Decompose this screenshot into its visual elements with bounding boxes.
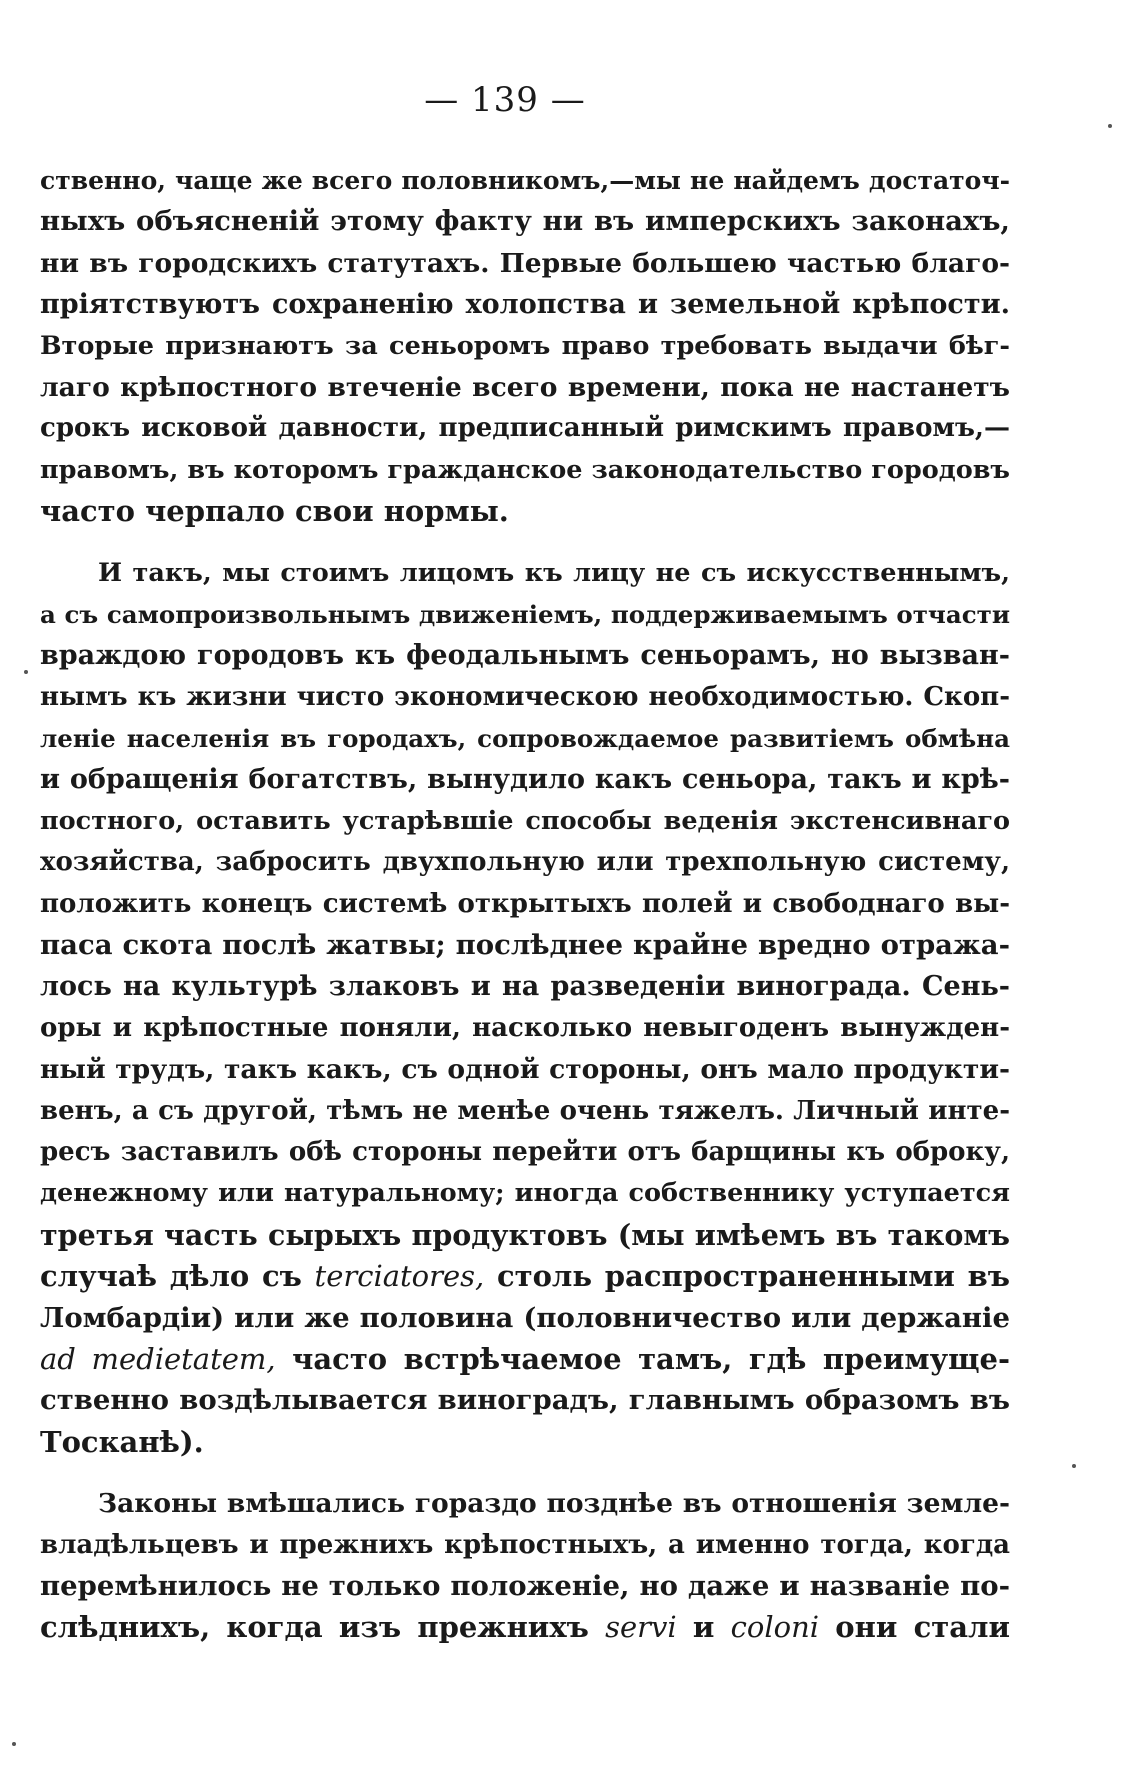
text-run: часто встрѣчаемое тамъ, гдѣ преимуще- (275, 1341, 1010, 1376)
text-line (40, 884, 1010, 925)
text-line (40, 1091, 1010, 1132)
text-run: Ломбардіи) или же половина (половничество или держаніе (40, 1301, 1010, 1334)
text-line (40, 966, 1010, 1007)
text-run: ный трудъ, такъ какъ, съ одной стороны, онъ мало продукти- (40, 1054, 1010, 1086)
text-line (40, 553, 1010, 594)
text-run: денежному или натуральному; иногда собственнику уступается (40, 1178, 1010, 1209)
text-run: перемѣнилось не только положеніе, но даже и названіе по- (40, 1569, 1010, 1602)
text-line (40, 759, 1010, 800)
text-run: ственно, чаще же всего половникомъ,—мы не найдемъ достаточ- (40, 166, 1010, 195)
text-run: третья часть сырыхъ продуктовъ (мы имѣемъ въ такомъ (40, 1217, 1010, 1252)
italic-term: terciatores, (314, 1259, 485, 1294)
paragraph (40, 1483, 1010, 1649)
text-line (40, 1483, 1010, 1524)
text-line (40, 1049, 1010, 1090)
text-run: лаго крѣпостного втеченіе всего времени, пока не настанетъ (40, 371, 1010, 403)
text-line (40, 1380, 1010, 1421)
text-run: ни въ городскихъ статутахъ. Первые большею частью благо- (40, 247, 1010, 279)
italic-term: ad medietatem, (40, 1341, 276, 1376)
text-line (40, 326, 1010, 367)
scan-speck (12, 1742, 16, 1746)
text-line (40, 408, 1010, 449)
text-run: случаѣ дѣло съ (40, 1259, 315, 1294)
text-run: леніе населенія въ городахъ, сопровождаемое развитіемъ обмѣна (40, 724, 1010, 754)
text-run: правомъ, въ которомъ гражданское законодательство городовъ (40, 454, 1010, 485)
text-line (40, 842, 1010, 883)
italic-term: coloni (730, 1610, 820, 1645)
text-run: паса скота послѣ жатвы; послѣднее крайне вредно отража- (40, 929, 1010, 962)
text-run: Тосканѣ). (40, 1424, 204, 1459)
text-run: постного, оставить устарѣвшіе способы веденія экстенсивнаго (40, 805, 1010, 836)
text-run: оры и крѣпостные поняли, насколько невыгоденъ вынужден- (40, 1012, 1010, 1043)
paragraph (40, 160, 1010, 533)
text-run: лось на культурѣ злаковъ и на разведеніи винограда. Сень- (40, 971, 1010, 1003)
page-number: — 139 — (424, 80, 586, 120)
scan-speck (1072, 1464, 1076, 1468)
text-run: нымъ къ жизни чисто экономическою необходимостью. Скоп- (40, 681, 1010, 712)
text-line (40, 718, 1010, 759)
text-line (40, 594, 1010, 635)
text-run: хозяйства, забросить двухпольную или трехпольную систему, (40, 847, 1010, 878)
text-line (40, 1339, 1010, 1380)
text-run: столь распространенными въ (484, 1259, 1010, 1294)
text-line (40, 1298, 1010, 1339)
body-text (40, 160, 1010, 1669)
text-line (40, 367, 1010, 408)
text-line (40, 1215, 1010, 1256)
text-line (40, 677, 1010, 718)
text-run: а съ самопроизвольнымъ движеніемъ, поддерживаемымъ отчасти (40, 599, 1010, 629)
text-line (40, 491, 1010, 532)
text-line (40, 1173, 1010, 1214)
text-run: слѣднихъ, когда изъ прежнихъ (40, 1610, 606, 1645)
text-run: и обращенія богатствъ, вынудило какъ сеньора, такъ и крѣ- (40, 764, 1010, 796)
text-line (40, 801, 1010, 842)
text-run: владѣльцевъ и прежнихъ крѣпостныхъ, а именно тогда, когда (40, 1529, 1010, 1560)
text-line (40, 1132, 1010, 1173)
text-line (40, 1422, 1010, 1463)
text-run: они стали (819, 1610, 1010, 1645)
text-line (40, 635, 1010, 676)
text-line (40, 450, 1010, 491)
text-line (40, 1256, 1010, 1297)
text-line (40, 1566, 1010, 1607)
text-run: часто черпало свои нормы. (40, 494, 509, 529)
text-run: венъ, а съ другой, тѣмъ не менѣе очень тяжелъ. Личный инте- (40, 1095, 1010, 1126)
text-run: ныхъ объясненій этому факту ни въ имперскихъ законахъ, (40, 205, 1010, 238)
text-run: и (676, 1610, 731, 1645)
text-line (40, 1607, 1010, 1648)
scan-speck (24, 670, 28, 674)
text-run: ресъ заставилъ обѣ стороны перейти отъ барщины къ оброку, (40, 1136, 1010, 1167)
text-run: И такъ, мы стоимъ лицомъ къ лицу не съ искусственнымъ, (98, 557, 1010, 588)
text-run: Вторые признаютъ за сеньоромъ право требовать выдачи бѣг- (40, 330, 1010, 361)
text-run: пріятствуютъ сохраненію холопства и земельной крѣпости. (40, 289, 1010, 321)
text-line (40, 243, 1010, 284)
text-line (40, 1525, 1010, 1566)
text-line (40, 201, 1010, 242)
text-run: положить конецъ системѣ открытыхъ полей и свободнаго вы- (40, 888, 1010, 919)
scan-speck (1108, 124, 1112, 128)
text-line (40, 925, 1010, 966)
text-line (40, 284, 1010, 325)
paragraph (40, 553, 1010, 1464)
text-run: ственно воздѣлывается виноградъ, главнымъ образомъ въ (40, 1384, 1010, 1417)
text-line (40, 1008, 1010, 1049)
text-run: Законы вмѣшались гораздо позднѣе въ отношенія земле- (98, 1488, 1010, 1520)
text-run: враждою городовъ къ феодальнымъ сеньорамъ, но вызван- (40, 640, 1010, 672)
italic-term: servi (605, 1610, 677, 1645)
text-run: срокъ исковой давности, предписанный римскимъ правомъ,— (40, 413, 1010, 444)
text-line (40, 160, 1010, 201)
